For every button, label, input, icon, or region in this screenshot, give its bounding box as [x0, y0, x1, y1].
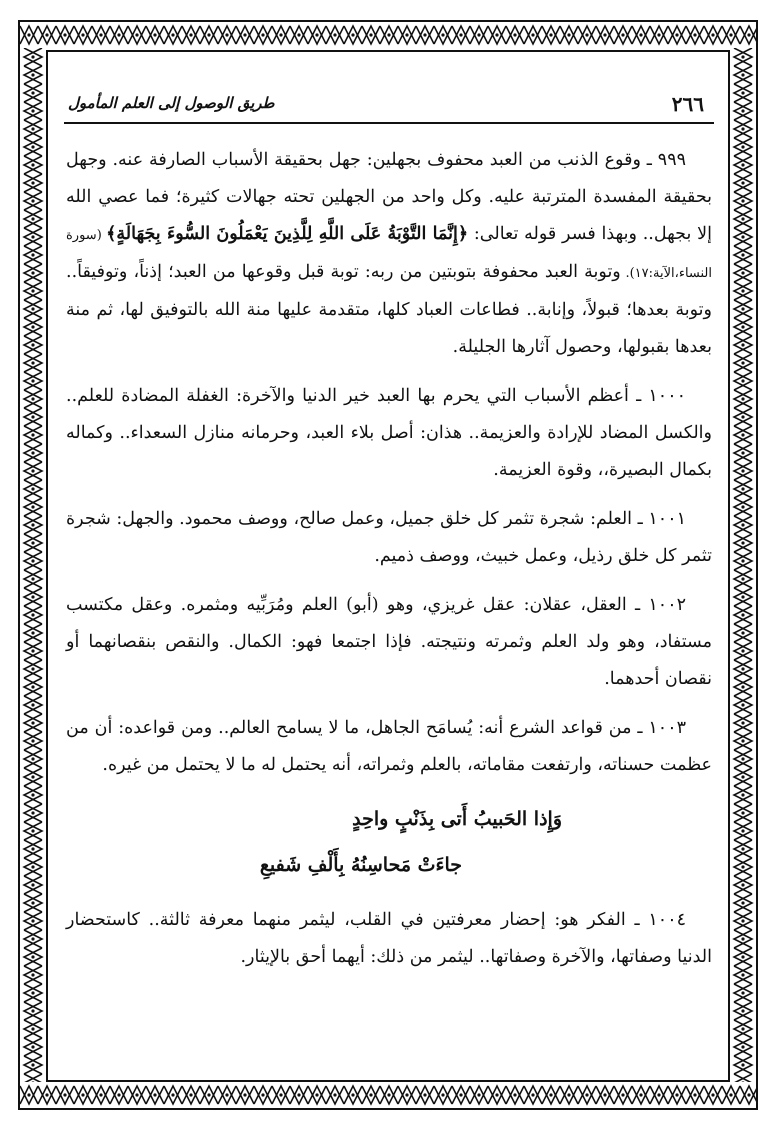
border-ornament-top [20, 22, 756, 48]
page-content [66, 142, 712, 1022]
poem-line-1: وَإِذا الحَبيبُ أَتى بِذَنْبٍ واحِدٍ [352, 808, 562, 830]
poem [66, 796, 712, 888]
page-header [64, 86, 714, 124]
border-ornament-left [20, 48, 46, 1082]
paragraph-text: وتوبة العبد محفوفة بتوبتين من ربه: توبة قبل وقوعها من العبد؛ إذناً، وتوفيقاً.. وتوبة بعدها؛ قبولاً، وإنابة.. فطاعات العباد كلها، متقدمة عليها منة الله بالتوفيق لها، ثم منة بعدها بقبولها، وحصول آثارها الجليلة. [66, 262, 712, 357]
border-ornament-bottom [20, 1082, 756, 1108]
paragraph-1002: ١٠٠٢ ـ العقل، عقلان: عقل غريزي، وهو (أبو) العلم ومُرَبِّيه ومثمره. وعقل مكتسب مستفاد، وهو ولد العلم وثمرته ونتيجته. فإذا اجتمعا فهو: الكمال. والنقص بنقصانهما أو نقصان أحدهما. [66, 595, 712, 689]
poem-line-2: جاءَتْ مَحاسِنُهُ بِأَلْفِ شَفيعِ [259, 854, 462, 876]
border-ornament-right [730, 48, 756, 1082]
paragraph-999 [66, 142, 712, 366]
paragraph-text: ٩٩٩ ـ وقوع الذنب من العبد محفوف بجهلين: جهل بحقيقة الأسباب الصارفة عنه. وجهل بحقيقة المفسدة المترتبة عليه. وكل واحد من الجهلين تحته جهالات كثيرة؛ فما عصي الله إلا بجهل.. وبهذا فسر قوله تعالى: [66, 150, 712, 244]
running-title: طريق الوصول إلى العلم المأمول [68, 94, 275, 112]
quran-verse: ﴿إِنَّمَا التَّوْبَةُ عَلَى اللَّهِ لِلَّذِينَ يَعْمَلُونَ السُّوءَ بِجَهَالَةٍ﴾ [106, 224, 469, 244]
verse-reference: (سورة النساء،الآية:١٧). [66, 228, 712, 281]
paragraph-1000: ١٠٠٠ ـ أعظم الأسباب التي يحرم بها العبد خير الدنيا والآخرة: الغفلة المضادة للعلم.. والكسل المضاد للإرادة والعزيمة.. هذان: أصل بلاء العبد، وحرمانه منازل السعداء.. وكماله بكمال البصيرة،، وقوة العزيمة. [66, 386, 712, 480]
paragraph-1003: ١٠٠٣ ـ من قواعد الشرع أنه: يُسامَح الجاهل، ما لا يسامح العالم.. ومن قواعده: أن من عظمت حسناته، وارتفعت مقاماته، بالعلم وثمراته، أنه يحتمل له ما لا يحتمل من غيره. [66, 718, 712, 775]
paragraph-1004: ١٠٠٤ ـ الفكر هو: إحضار معرفتين في القلب، ليثمر منهما معرفة ثالثة.. كاستحضار الدنيا وصفاتها، والآخرة وصفاتها.. ليثمر من ذلك: أيهما أحق بالإيثار. [66, 910, 712, 967]
page-number: ٢٦٦ [671, 92, 704, 116]
paragraph-1001: ١٠٠١ ـ العلم: شجرة تثمر كل خلق جميل، وعمل صالح، ووصف محمود. والجهل: شجرة تثمر كل خلق رذيل، وعمل خبيث، ووصف ذميم. [66, 509, 712, 566]
